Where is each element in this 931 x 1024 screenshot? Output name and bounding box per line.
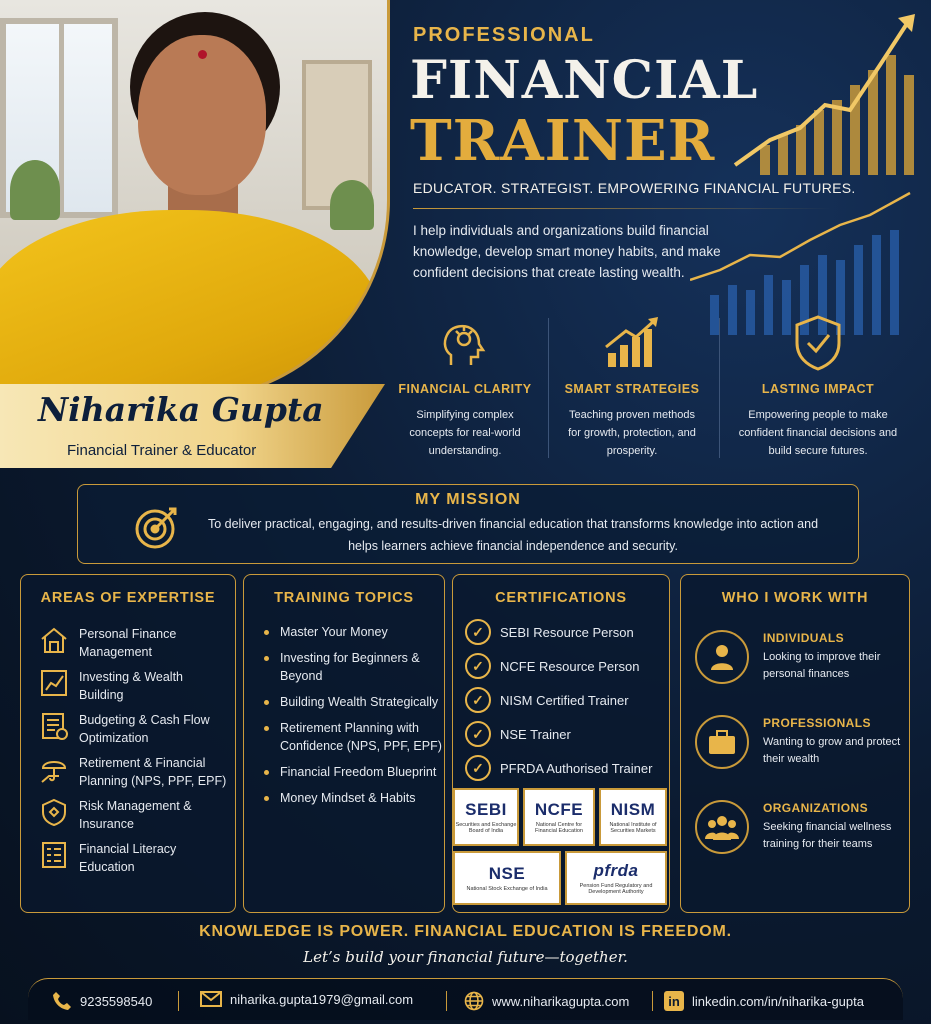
topic-item: Building Wealth Strategically: [262, 693, 442, 711]
pillar-text: Teaching proven methods for growth, protection, and prosperity.: [568, 409, 696, 457]
certifications-title: CERTIFICATIONS: [495, 590, 627, 606]
certification-item: [465, 687, 629, 713]
check-icon: ✓: [465, 721, 491, 747]
expertise-label: Retirement & Financial Planning (NPS, PPF, EPF): [79, 756, 227, 788]
pillar-text: Empowering people to make confident financial decisions and build secure futures.: [738, 409, 898, 457]
linkedin-link[interactable]: linkedin.com/in/niharika-gupta: [692, 993, 864, 1009]
audience-item: [695, 630, 903, 684]
phone-number[interactable]: 9235598540: [80, 993, 153, 1009]
photo-frame-ring: [0, 0, 390, 400]
check-icon: ✓: [465, 755, 491, 781]
briefcase-icon: [695, 715, 749, 769]
certification-item: [465, 721, 571, 747]
house-icon: [39, 625, 69, 655]
expertise-label: Risk Management & Insurance: [79, 799, 192, 831]
linkedin-contact[interactable]: [664, 991, 864, 1011]
phone-icon: [52, 991, 72, 1011]
audience-item: [695, 800, 903, 854]
certification-label: NISM Certified Trainer: [500, 692, 629, 708]
phone-contact[interactable]: [52, 991, 152, 1011]
person-icon: [695, 630, 749, 684]
profile-role: Financial Trainer & Educator: [67, 442, 257, 459]
expertise-label: Budgeting & Cash Flow Optimization: [79, 713, 210, 745]
shield-icon: [39, 797, 69, 827]
audience-item-text: Seeking financial wellness training for their teams: [763, 821, 892, 850]
divider: [178, 991, 179, 1011]
email-address[interactable]: niharika.gupta1979@gmail.com: [230, 991, 414, 1007]
audience-item-text: Wanting to grow and protect their wealth: [763, 736, 901, 765]
intro-text: I help individuals and organizations build financial knowledge, develop smart money habits, and make confident decisions that create lasting wealth.: [413, 223, 721, 280]
audience-card: [680, 574, 910, 913]
topic-item: Retirement Planning with Confidence (NPS, PPF, EPF): [262, 719, 442, 755]
contact-bar: [28, 978, 903, 1020]
certification-label: NCFE Resource Person: [500, 658, 640, 674]
sub-motto: Let’s build your financial future—together.: [303, 948, 628, 966]
certification-label: SEBI Resource Person: [500, 624, 634, 640]
certification-label: NSE Trainer: [500, 726, 571, 742]
check-icon: ✓: [465, 653, 491, 679]
expertise-item: [39, 625, 229, 661]
profile-name: Niharika Gupta: [38, 390, 324, 429]
pillar-text: Simplifying complex concepts for real-world understanding.: [409, 409, 521, 457]
topic-item: Money Mindset & Habits: [262, 789, 442, 807]
certifications-card: [452, 574, 670, 913]
nism-logo: NISM National Institute of Securities Markets: [599, 788, 667, 846]
sebi-logo: SEBI Securities and Exchange Board of India: [453, 788, 519, 846]
audience-item-title: ORGANIZATIONS: [763, 801, 868, 815]
topics-list: [262, 623, 442, 815]
growth-chart-icon: [547, 312, 717, 374]
pillar-title: FINANCIAL CLARITY: [398, 382, 532, 396]
expertise-item: [39, 754, 229, 790]
website-link[interactable]: www.niharikagupta.com: [492, 993, 630, 1009]
mail-icon: [200, 991, 222, 1007]
expertise-title: AREAS OF EXPERTISE: [40, 590, 216, 606]
certification-label: PFRDA Authorised Trainer: [500, 760, 653, 776]
topics-card: [243, 574, 445, 913]
expertise-item: [39, 711, 229, 747]
umbrella-hand-icon: [39, 754, 69, 784]
mission-text: To deliver practical, engaging, and results-driven financial education that transforms knowledge into action and helps learners achieve financial independence and security.: [207, 517, 819, 553]
title-line-3: TRAINER: [410, 108, 716, 174]
expertise-label: Investing & Wealth Building: [79, 670, 183, 702]
topics-title: TRAINING TOPICS: [274, 590, 414, 606]
pillar-title: LASTING IMPACT: [761, 382, 875, 396]
budget-icon: [39, 711, 69, 741]
divider: [652, 991, 653, 1011]
topic-item: Investing for Beginners & Beyond: [262, 649, 442, 685]
title-line-2: FINANCIAL: [410, 50, 759, 111]
certification-item: [465, 619, 634, 645]
expertise-label: Personal Finance Management: [79, 627, 177, 659]
pillar-lasting-impact: [718, 312, 918, 460]
check-icon: ✓: [465, 687, 491, 713]
email-contact[interactable]: [200, 991, 413, 1007]
topic-item: Financial Freedom Blueprint: [262, 763, 442, 781]
pillar-smart-strategies: [547, 312, 717, 460]
mission-title: MY MISSION: [415, 491, 521, 508]
audience-item: [695, 715, 903, 769]
website-contact[interactable]: [464, 991, 629, 1011]
expertise-item: [39, 797, 229, 833]
audience-item-text: Looking to improve their personal finances: [763, 651, 881, 680]
pillar-financial-clarity: [380, 312, 550, 460]
motto: KNOWLEDGE IS POWER. FINANCIAL EDUCATION IS FREEDOM.: [199, 923, 732, 940]
ncfe-logo: NCFE National Centre for Financial Education: [523, 788, 595, 846]
shield-check-icon: [718, 312, 918, 374]
divider: [446, 991, 447, 1011]
expertise-item: [39, 840, 229, 876]
globe-icon: [464, 991, 484, 1011]
certification-item: [465, 755, 652, 781]
expertise-item: [39, 668, 229, 704]
pillar-title: SMART STRATEGIES: [564, 382, 700, 396]
rising-chart-graphic: [730, 10, 925, 180]
check-icon: ✓: [465, 619, 491, 645]
expertise-card: [20, 574, 236, 913]
nse-logo: NSE National Stock Exchange of India: [453, 851, 561, 905]
linkedin-icon: in: [664, 991, 684, 1011]
audience-item-title: INDIVIDUALS: [763, 631, 845, 645]
mission-box: [77, 484, 859, 564]
lightbulb-head-icon: [380, 312, 550, 374]
pfrda-logo: pfrda Pension Fund Regulatory and Development Authority: [565, 851, 667, 905]
audience-item-title: PROFESSIONALS: [763, 716, 871, 730]
expertise-label: Financial Literacy Education: [79, 842, 177, 874]
chart-icon: [39, 668, 69, 698]
audience-title: WHO I WORK WITH: [721, 590, 869, 606]
topic-item: Master Your Money: [262, 623, 442, 641]
group-icon: [695, 800, 749, 854]
certification-item: [465, 653, 639, 679]
title-line-1: PROFESSIONAL: [413, 24, 595, 46]
target-icon: [133, 503, 181, 556]
tagline: EDUCATOR. STRATEGIST. EMPOWERING FINANCIAL FUTURES.: [413, 180, 856, 196]
document-icon: [39, 840, 69, 870]
